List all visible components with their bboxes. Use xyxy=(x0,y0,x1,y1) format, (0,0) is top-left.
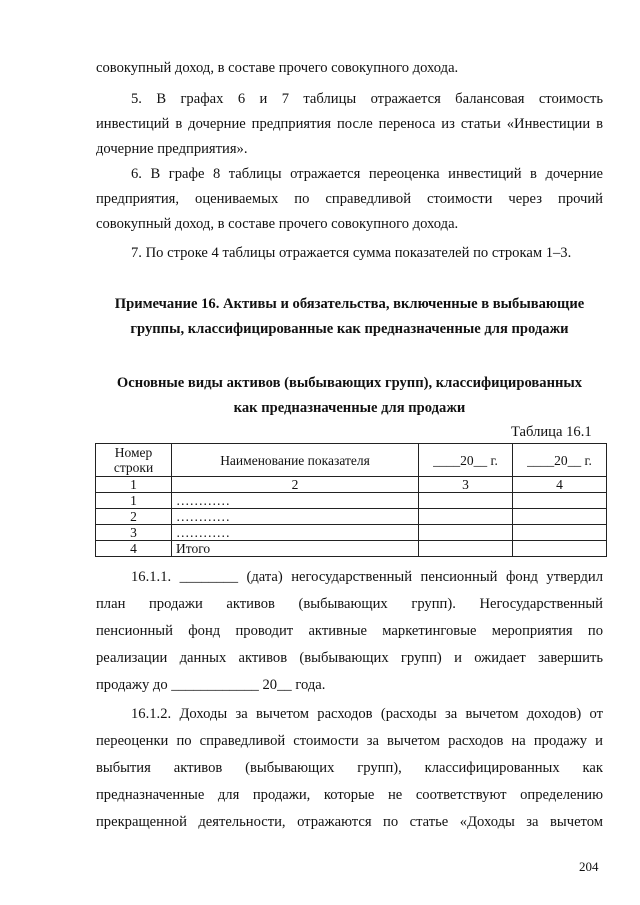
paragraph-6-line: 6. В графе 8 таблицы отражается переоценка инвестиций в дочерние xyxy=(131,166,603,182)
section-16-1-1-line: продажу до ____________ 20__ года. xyxy=(96,677,326,693)
note-title: группы, классифицированные как предназначенные для продажи xyxy=(130,321,569,337)
row-number: 4 xyxy=(96,541,172,557)
page-number: 204 xyxy=(579,859,599,874)
table-row-total xyxy=(96,541,607,557)
row-value xyxy=(513,493,607,509)
table-row xyxy=(96,525,607,541)
paragraph-5-line: дочерние предприятия». xyxy=(96,141,248,157)
section-16-1-2-line: предназначенные для продажи, которые не соответствуют определению xyxy=(96,787,603,803)
row-value xyxy=(419,493,513,509)
row-number: 2 xyxy=(96,509,172,525)
column-number: 3 xyxy=(419,477,513,493)
paragraph-line: совокупный доход, в составе прочего совокупного дохода. xyxy=(96,60,459,76)
header-period-1: ____20__ г. xyxy=(419,444,513,477)
row-name: ………… xyxy=(172,509,419,525)
row-value xyxy=(513,541,607,557)
row-name: ………… xyxy=(172,493,419,509)
paragraph-6-line: предприятия, оцениваемых по справедливой стоимости через прочий xyxy=(96,191,603,207)
paragraph-5-line: 5. В графах 6 и 7 таблицы отражается балансовая стоимость xyxy=(131,91,603,107)
section-heading: как предназначенные для продажи xyxy=(233,400,466,416)
header-period-2: ____20__ г. xyxy=(513,444,607,477)
row-name: Итого xyxy=(172,541,419,557)
row-value xyxy=(419,541,513,557)
section-16-1-2-line: выбытия активов (выбывающих групп), классифицированных как xyxy=(96,760,603,776)
row-value xyxy=(419,509,513,525)
column-number: 1 xyxy=(96,477,172,493)
row-value xyxy=(513,509,607,525)
table-label: Таблица 16.1 xyxy=(511,424,592,440)
row-number: 1 xyxy=(96,493,172,509)
table-header-row xyxy=(96,444,607,477)
column-number: 4 xyxy=(513,477,607,493)
table-column-numbers-row xyxy=(96,477,607,493)
note-title: Примечание 16. Активы и обязательства, включенные в выбывающие xyxy=(114,296,585,312)
header-indicator: Наименование показателя xyxy=(172,444,419,477)
header-row-number: Номер строки xyxy=(96,444,172,477)
section-16-1-1-line: реализации данных активов (выбывающих групп) и ожидает завершить xyxy=(96,650,603,666)
section-16-1-1-line: пенсионный фонд проводит активные маркетинговые мероприятия по xyxy=(96,623,603,639)
section-heading: Основные виды активов (выбывающих групп), классифицированных xyxy=(116,375,583,391)
section-16-1-1-line: план продажи активов (выбывающих групп). Негосударственный xyxy=(96,596,603,612)
table-row xyxy=(96,509,607,525)
paragraph-5-line: инвестиций в дочерние предприятия после переноса из статьи «Инвестиции в xyxy=(96,116,603,132)
row-number: 3 xyxy=(96,525,172,541)
column-number: 2 xyxy=(172,477,419,493)
paragraph-6-line: совокупный доход, в составе прочего совокупного дохода. xyxy=(96,216,459,232)
table-16-1 xyxy=(95,443,607,557)
row-value xyxy=(419,525,513,541)
table-row xyxy=(96,493,607,509)
row-name: ………… xyxy=(172,525,419,541)
section-16-1-2-line: прекращенной деятельности, отражаются по статье «Доходы за вычетом xyxy=(96,814,603,830)
paragraph-7-line: 7. По строке 4 таблицы отражается сумма показателей по строкам 1–3. xyxy=(131,245,572,261)
section-16-1-2-line: 16.1.2. Доходы за вычетом расходов (расходы за вычетом доходов) от xyxy=(131,706,603,722)
section-16-1-1-line: 16.1.1. ________ (дата) негосударственный пенсионный фонд утвердил xyxy=(131,569,603,585)
row-value xyxy=(513,525,607,541)
section-16-1-2-line: переоценки по справедливой стоимости за вычетом расходов на продажу и xyxy=(96,733,603,749)
